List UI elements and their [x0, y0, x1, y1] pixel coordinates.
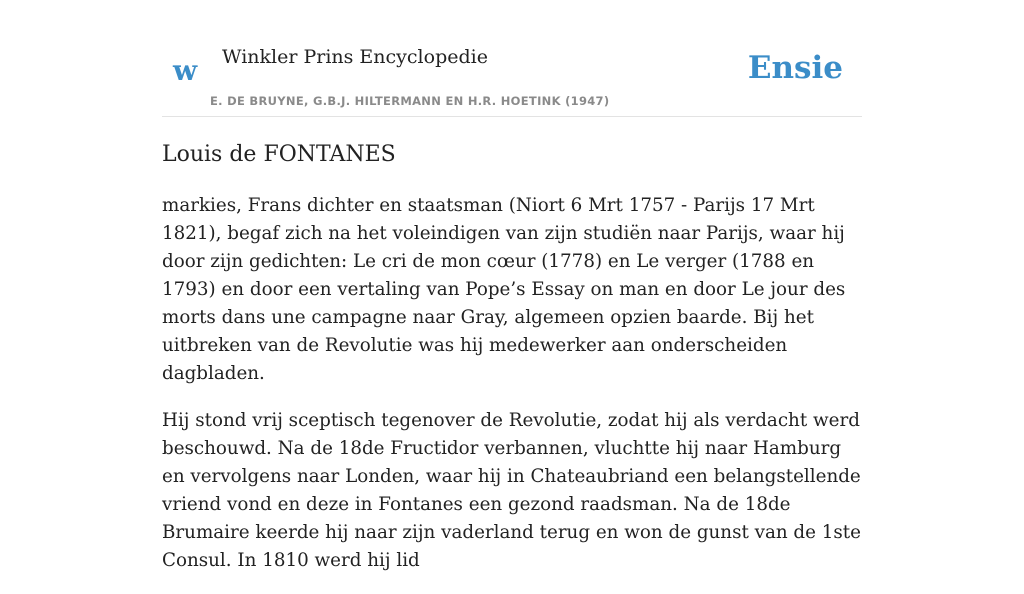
source-logo[interactable]: w — [173, 54, 198, 87]
article-paragraph: Hij stond vrij sceptisch tegenover de Revolutie, zodat hij als verdacht werd beschouwd. Na de 18de Fructidor verbannen, vluchtte hij naar Hamburg en vervolgens naar Londen, waar hij in Chateaubriand een belangstellende vriend vond en deze in Fontanes een gezond raadsman. Na de 18de Brumaire keerde hij naar zijn vaderland terug en won de gunst van de 1ste Consul. In 1810 werd hij lid — [162, 410, 861, 571]
source-title: Winkler Prins Encyclopedie — [222, 46, 488, 68]
source-header — [162, 40, 862, 117]
brand-logo[interactable]: Ensie — [747, 50, 843, 86]
article-paragraph: markies, Frans dichter en staatsman (Niort 6 Mrt 1757 - Parijs 17 Mrt 1821), begaf zich na het voleindigen van zijn studiën naar Parijs, waar hij door zijn gedichten: Le cri de mon cœur (1778) en Le verger (1788 en 1793) en door een vertaling van Pope’s Essay on man en door Le jour des morts dans une campagne naar Gray, algemeen opzien baarde. Bij het uitbreken van de Revolutie was hij medewerker aan onderscheiden dagbladen. — [162, 195, 846, 384]
article — [162, 138, 862, 594]
source-authors: E. DE BRUYNE, G.B.J. HILTERMANN EN H.R. HOETINK (1947) — [210, 94, 610, 108]
article-title: Louis de FONTANES — [162, 142, 396, 167]
